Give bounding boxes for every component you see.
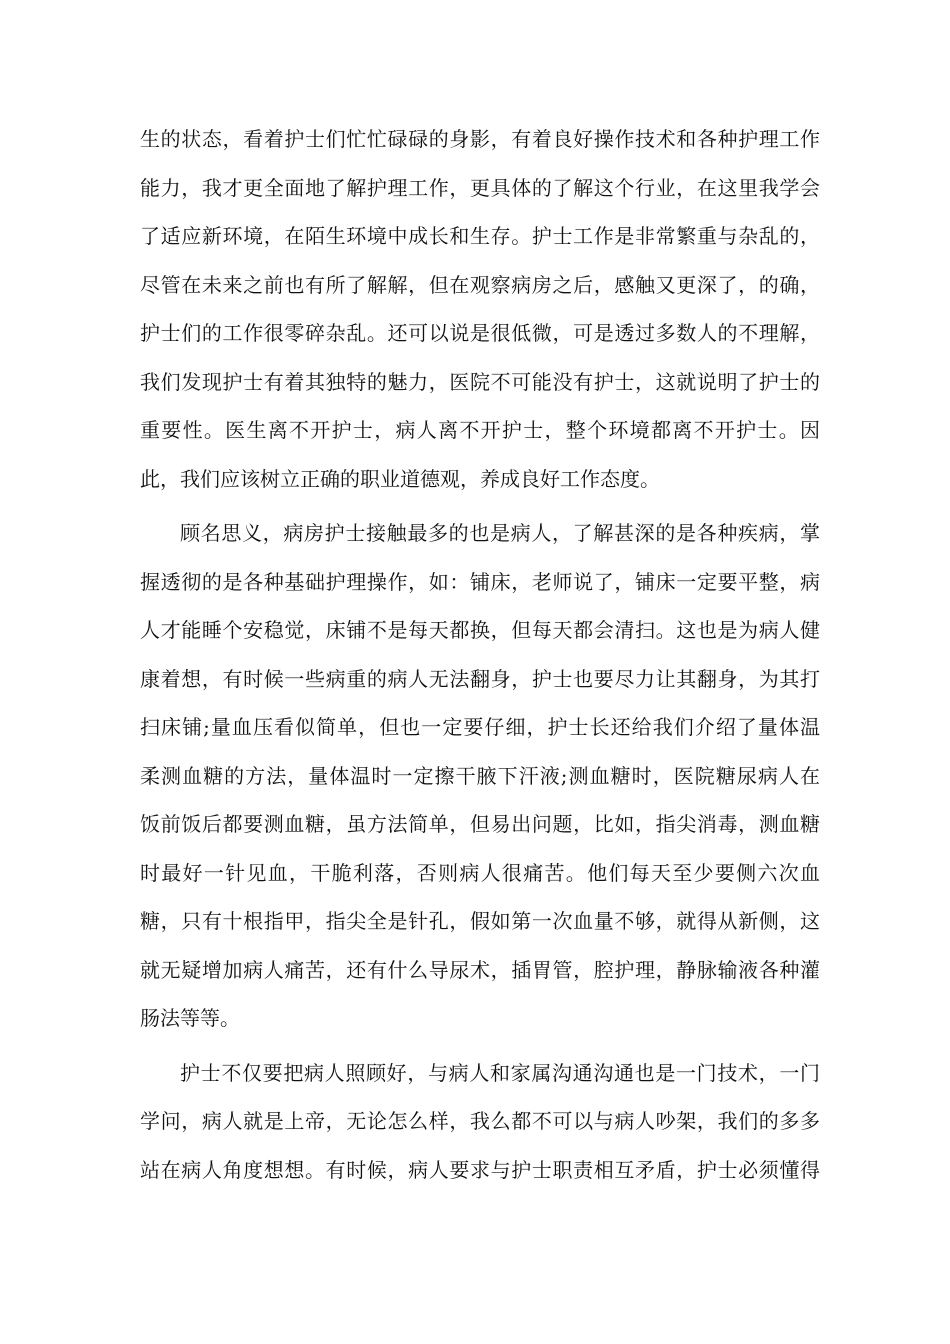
- text-line: 扫床铺;量血压看似简单，但也一定要仔细，护士长还给我们介绍了量体温: [140, 715, 820, 739]
- text-line: 康着想，有时候一些病重的病人无法翻身，护士也要尽力让其翻身，为其打: [140, 666, 820, 691]
- paragraph-3: [140, 1049, 820, 1195]
- text-line: 能力，我才更全面地了解护理工作，更具体的了解这个行业，在这里我学会: [140, 175, 820, 200]
- text-line: 学问，病人就是上帝，无论怎么样，我么都不可以与病人吵架，我们的多多: [140, 1109, 820, 1133]
- text-line: 握透彻的是各种基础护理操作，如：铺床，老师说了，铺床一定要平整，病: [140, 569, 820, 594]
- text-line: 护士们的工作很零碎杂乱。还可以说是很低微，可是透过多数人的不理解，: [140, 321, 820, 345]
- text-line: 人才能睡个安稳觉，床铺不是每天都换，但每天都会清扫。这也是为病人健: [140, 618, 820, 642]
- text-line: 了适应新环境，在陌生环境中成长和生存。护士工作是非常繁重与杂乱的，: [140, 224, 820, 248]
- text-line: 我们发现护士有着其独特的魅力，医院不可能没有护士，这就说明了护士的: [140, 369, 820, 394]
- text-line: 顾名思义，病房护士接触最多的也是病人，了解甚深的是各种疾病，掌: [180, 521, 820, 545]
- text-line: 护士不仅要把病人照顾好，与病人和家属沟通沟通也是一门技术，一门: [180, 1060, 820, 1085]
- text-line: 糖，只有十根指甲，指尖全是针孔，假如第一次血量不够，就得从新侧，这: [140, 909, 820, 933]
- paragraph-2: [140, 509, 820, 1043]
- text-line: 此，我们应该树立正确的职业道德观，养成良好工作态度。: [140, 466, 660, 491]
- text-line: 生的状态，看着护士们忙忙碌碌的身影，有着良好操作技术和各种护理工作: [140, 127, 820, 151]
- text-line: 肠法等等。: [140, 1006, 240, 1030]
- text-line: 柔测血糖的方法，量体温时一定擦干腋下汗液;测血糖时，医院糖尿病人在: [140, 763, 820, 788]
- text-line: 站在病人角度想想。有时候，病人要求与护士职责相互矛盾，护士必须懂得: [140, 1157, 820, 1182]
- text-line: 饭前饭后都要测血糖，虽方法简单，但易出问题，比如，指尖消毒，测血糖: [140, 812, 820, 836]
- text-line: 尽管在未来之前也有所了解解，但在观察病房之后，感触又更深了，的确，: [140, 272, 820, 297]
- text-line: 时最好一针见血，干脆利落，否则病人很痛苦。他们每天至少要侧六次血: [140, 860, 820, 885]
- document-body: [140, 115, 820, 1200]
- text-line: 重要性。医生离不开护士，病人离不开护士，整个环境都离不开护士。因: [140, 418, 820, 442]
- paragraph-1: [140, 115, 820, 503]
- text-line: 就无疑增加病人痛苦，还有什么导尿术，插胃管，腔护理，静脉输液各种灌: [140, 957, 820, 982]
